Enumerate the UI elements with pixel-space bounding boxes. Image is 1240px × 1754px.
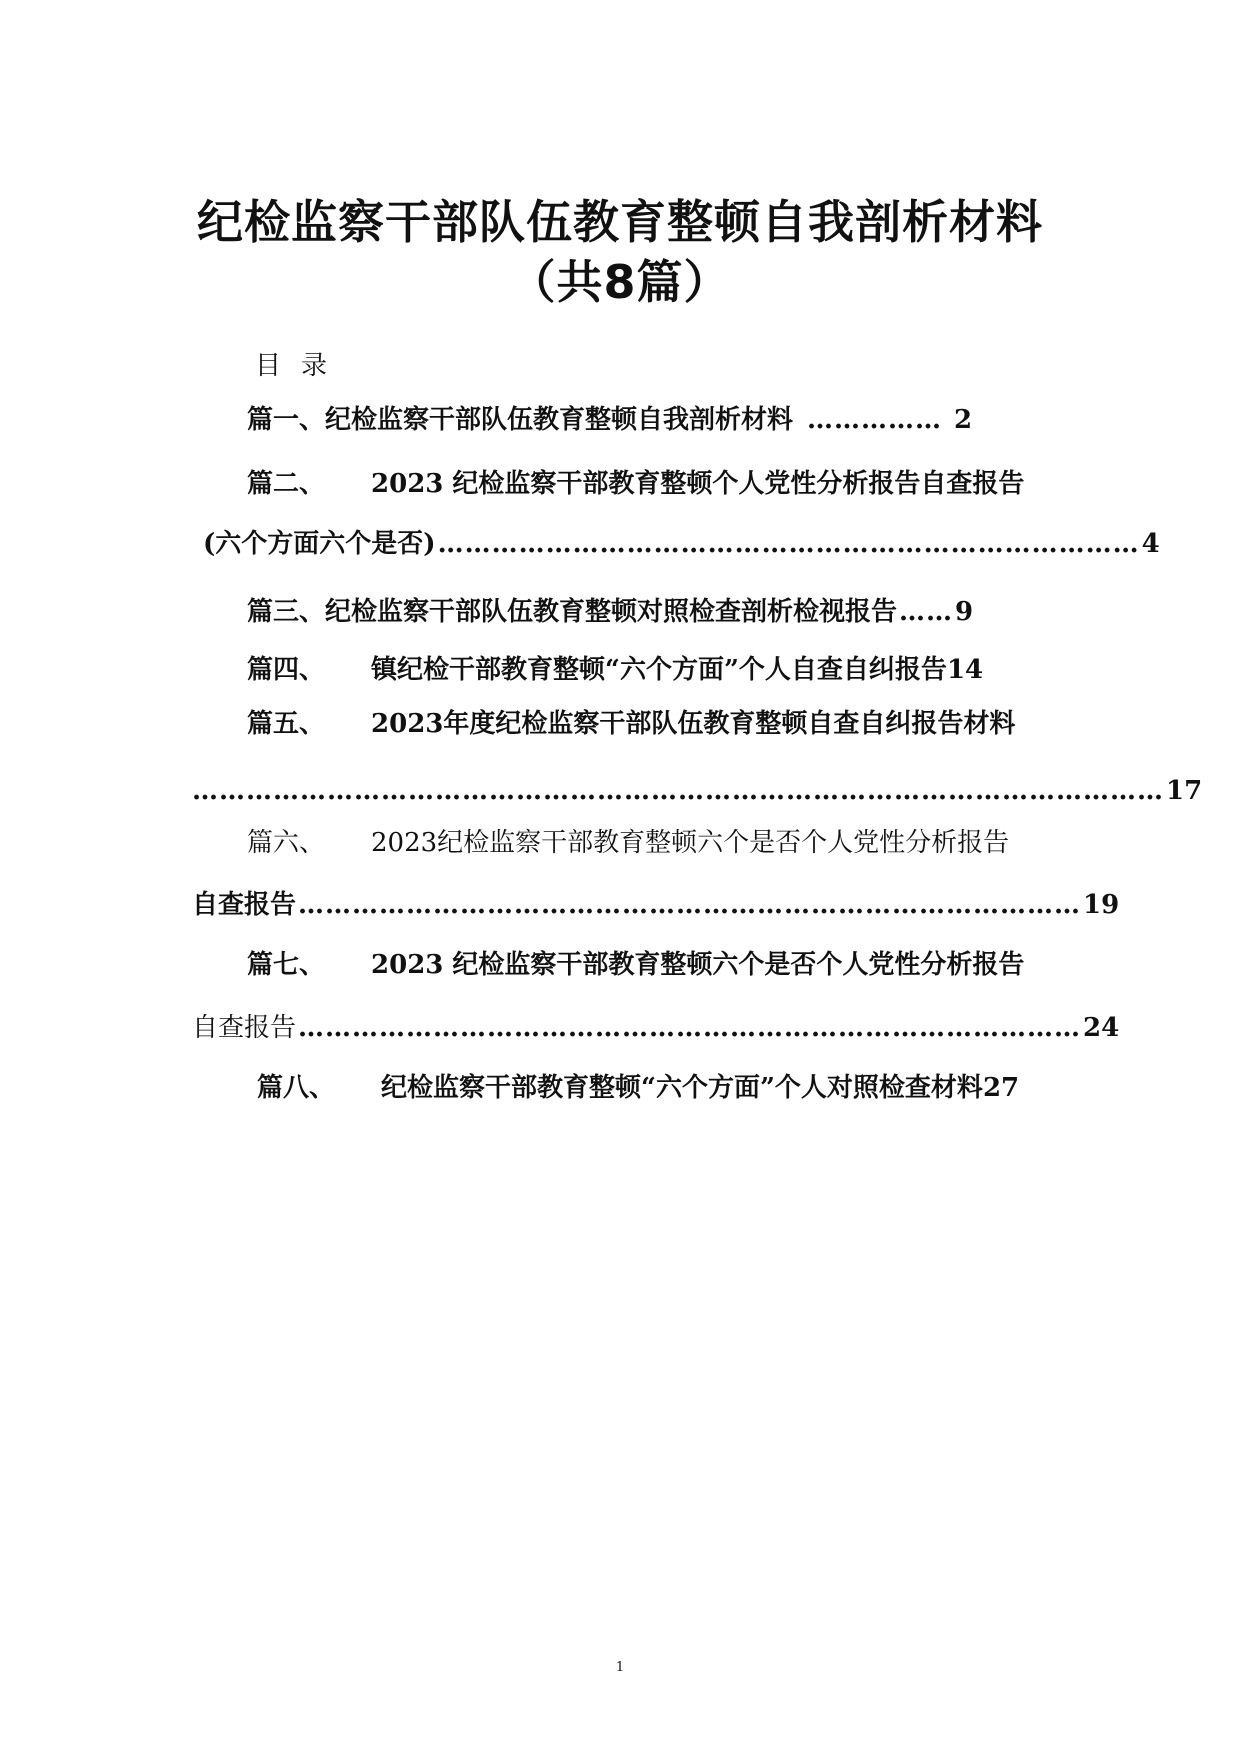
toc-entry-7[interactable] xyxy=(247,945,1047,985)
toc-entry-label: 篇六、 xyxy=(247,828,326,858)
toc-leader-dots: …… xyxy=(899,597,954,627)
toc-entry-5-continuation[interactable] xyxy=(192,771,1203,811)
toc-page-number: 2 xyxy=(954,405,973,435)
toc-leader-dots: ……………………………………………………………………………………………… xyxy=(192,776,1164,806)
toc-entry-label: 篇五、 xyxy=(247,709,326,739)
toc-entry-text: 纪检监察干部队伍教育整顿对照检查剖析检视报告 xyxy=(325,597,898,627)
toc-heading: 目录 xyxy=(255,351,348,381)
toc-page-number: 27 xyxy=(982,1073,1020,1103)
toc-page-number: 14 xyxy=(946,655,984,685)
toc-entry-text: 自查报告 xyxy=(192,1013,297,1043)
toc-entry-label: 篇四、 xyxy=(247,655,326,685)
toc-leader-dots: …………………………………………………………………… xyxy=(437,529,1140,559)
toc-page-number: 17 xyxy=(1166,776,1203,806)
toc-entry-text: 镇纪检干部教育整顿“六个方面”个人自查自纠报告 xyxy=(371,655,947,685)
toc-entry-8[interactable] xyxy=(257,1068,1077,1108)
toc-entry-text: 2023年度纪检监察干部队伍教育整顿自查自纠报告材料 xyxy=(371,709,1016,739)
toc-entry-6-continuation[interactable] xyxy=(192,885,1120,925)
toc-page-number: 19 xyxy=(1083,890,1120,920)
toc-entry-4[interactable] xyxy=(247,650,1047,690)
toc-entry-text: 纪检监察干部队伍教育整顿自我剖析材料 xyxy=(325,405,794,435)
toc-entry-label: 篇八、 xyxy=(257,1073,336,1103)
toc-page-number: 9 xyxy=(955,597,974,627)
toc-entry-2-continuation[interactable] xyxy=(203,524,1160,564)
toc-entry-text: 2023 纪检监察干部教育整顿个人党性分析报告自查报告 xyxy=(371,469,1025,499)
toc-entry-label: 篇七、 xyxy=(247,950,326,980)
toc-entry-text: 2023 纪检监察干部教育整顿六个是否个人党性分析报告 xyxy=(371,950,1025,980)
toc-entry-label: 篇二、 xyxy=(247,469,326,499)
document-title-line1: 纪检监察干部队伍教育整顿自我剖析材料 xyxy=(197,195,1043,249)
document-title-line2: （共8篇） xyxy=(509,255,731,309)
toc-entry-3[interactable] xyxy=(247,592,1047,632)
toc-entry-label: 篇三、 xyxy=(247,597,326,627)
toc-page-number: 24 xyxy=(1083,1013,1120,1043)
toc-leader-dots: …………………………………………………………………………… xyxy=(298,1013,1082,1043)
page-number-footer: 1 xyxy=(615,1660,625,1675)
toc-entry-text: 纪检监察干部教育整顿“六个方面”个人对照检查材料 xyxy=(381,1073,983,1103)
toc-entry-1[interactable] xyxy=(247,400,1037,440)
toc-entry-label: 篇一、 xyxy=(247,405,326,435)
toc-entry-7-continuation[interactable] xyxy=(192,1008,1120,1048)
toc-entry-text: 2023纪检监察干部教育整顿六个是否个人党性分析报告 xyxy=(371,828,1010,858)
toc-leader-dots: …………………………………………………………………………… xyxy=(298,890,1082,920)
toc-leader-dots: …………… xyxy=(807,405,943,435)
toc-entry-text: 自查报告 xyxy=(192,890,297,920)
toc-entry-text: (六个方面六个是否) xyxy=(203,529,436,559)
toc-entry-5[interactable] xyxy=(247,704,1047,744)
toc-page-number: 4 xyxy=(1141,529,1160,559)
toc-entry-6[interactable] xyxy=(247,823,1057,863)
toc-entry-2[interactable] xyxy=(247,464,1047,504)
